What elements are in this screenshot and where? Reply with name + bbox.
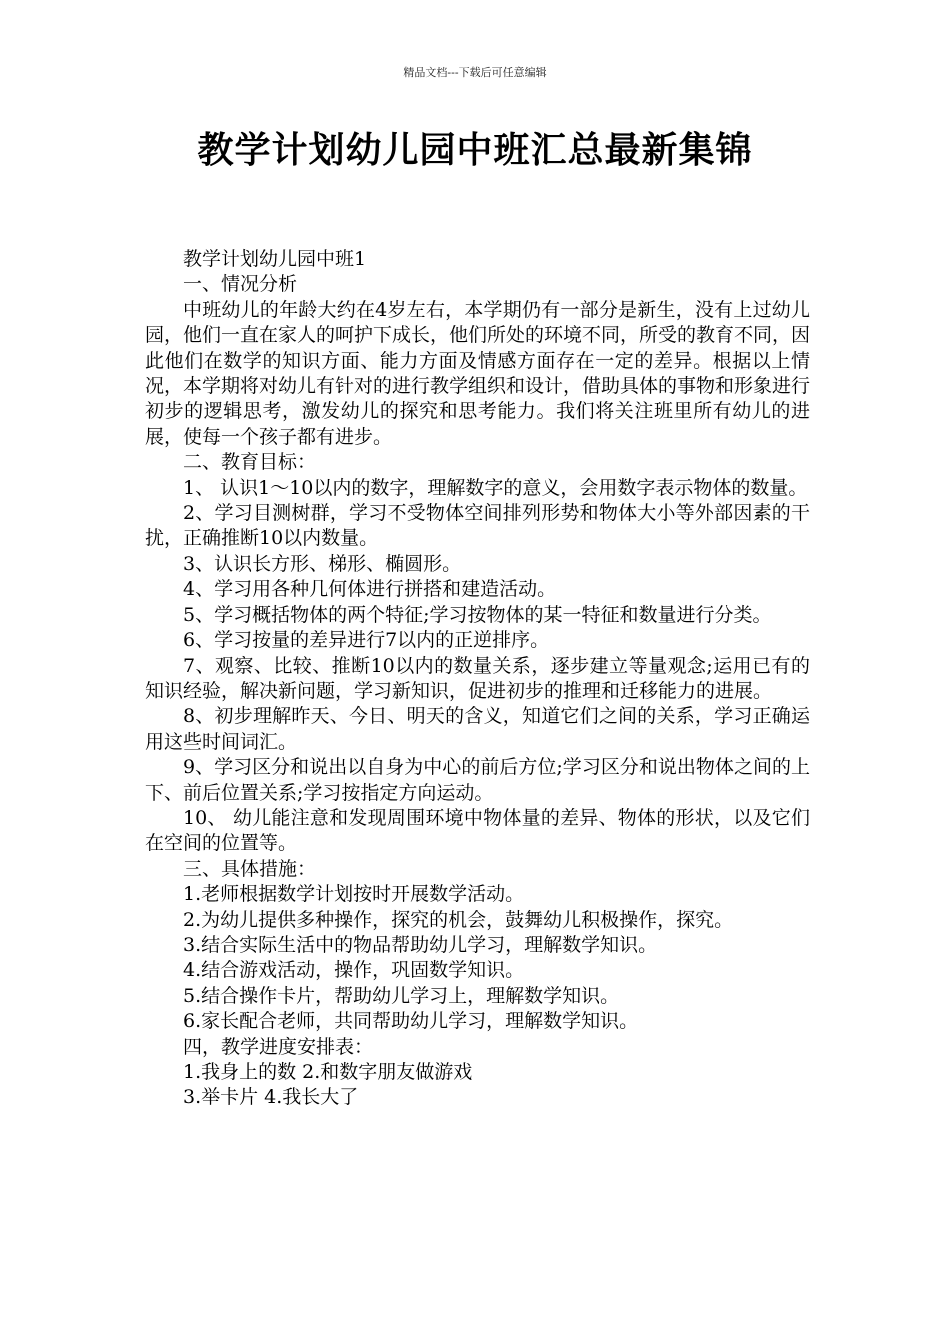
- list-item: 8、初步理解昨天、今日、明天的含义，知道它们之间的关系，学习正确运用这些时间词汇。: [145, 705, 810, 753]
- section-heading: 四，教学进度安排表：: [183, 1035, 374, 1058]
- list-item: 5.结合操作卡片，帮助幼儿学习上，理解数学知识。: [183, 984, 620, 1007]
- list-item: 1、 认识1～10以内的数字，理解数字的意义，会用数字表示物体的数量。: [183, 476, 808, 499]
- list-item: 4.结合游戏活动，操作，巩固数学知识。: [183, 959, 525, 982]
- list-item: 4、学习用各种几何体进行拼搭和建造活动。: [183, 578, 557, 601]
- section-heading: 二、教育目标：: [183, 451, 317, 474]
- body-paragraph: 中班幼儿的年龄大约在4岁左右，本学期仍有一部分是新生，没有上过幼儿园，他们一直在家人的呵护下成长，他们所处的环境不同，所受的教育不同，因此他们在数学的知识方面、能力方面及情感方面存在一定的差异。根据以上情况，本学期将对幼儿有针对的进行教学组织和设计，借助具体的事物和形象进行初步的逻辑思考，激发幼儿的探究和思考能力。我们将关注班里所有幼儿的进展，使每一个孩子都有进步。: [145, 298, 811, 448]
- list-item: 2.为幼儿提供多种操作，探究的机会，鼓舞幼儿积极操作，探究。: [183, 908, 734, 931]
- document-title: 教学计划幼儿园中班汇总最新集锦: [197, 130, 753, 171]
- header-note: 精品文档---下载后可任意编辑: [403, 66, 547, 79]
- list-item: 6.家长配合老师，共同帮助幼儿学习，理解数学知识。: [183, 1010, 639, 1033]
- list-item: 1.老师根据数学计划按时开展数学活动。: [183, 883, 525, 906]
- list-item: 1.我身上的数 2.和数字朋友做游戏: [183, 1061, 473, 1083]
- list-item: 7、观察、比较、推断10以内的数量关系，逐步建立等量观念;运用已有的知识经验，解决新问题，学习新知识，促进初步的推理和迁移能力的进展。: [145, 654, 810, 702]
- list-item: 3.结合实际生活中的物品帮助幼儿学习，理解数学知识。: [183, 933, 658, 956]
- document-body: [145, 247, 810, 1111]
- section-heading: 三、具体措施：: [183, 857, 317, 880]
- list-item: 10、 幼儿能注意和发现周围环境中物体量的差异、物体的形状，以及它们在空间的位置等。: [145, 806, 810, 855]
- section-heading: 教学计划幼儿园中班1: [183, 248, 367, 270]
- list-item: 3.举卡片 4.我长大了: [183, 1086, 359, 1109]
- list-item: 9、学习区分和说出以自身为中心的前后方位;学习区分和说出物体之间的上下、前后位置关系;学习按指定方向运动。: [145, 756, 810, 804]
- list-item: 3、认识长方形、梯形、椭圆形。: [183, 552, 462, 575]
- list-item: 6、学习按量的差异进行7以内的正逆排序。: [183, 629, 550, 652]
- section-heading: 一、情况分析: [183, 273, 298, 296]
- list-item: 5、学习概括物体的两个特征;学习按物体的某一特征和数量进行分类。: [183, 603, 772, 626]
- list-item: 2、学习目测树群，学习不受物体空间排列形势和物体大小等外部因素的干扰，正确推断10以内数量。: [145, 502, 810, 550]
